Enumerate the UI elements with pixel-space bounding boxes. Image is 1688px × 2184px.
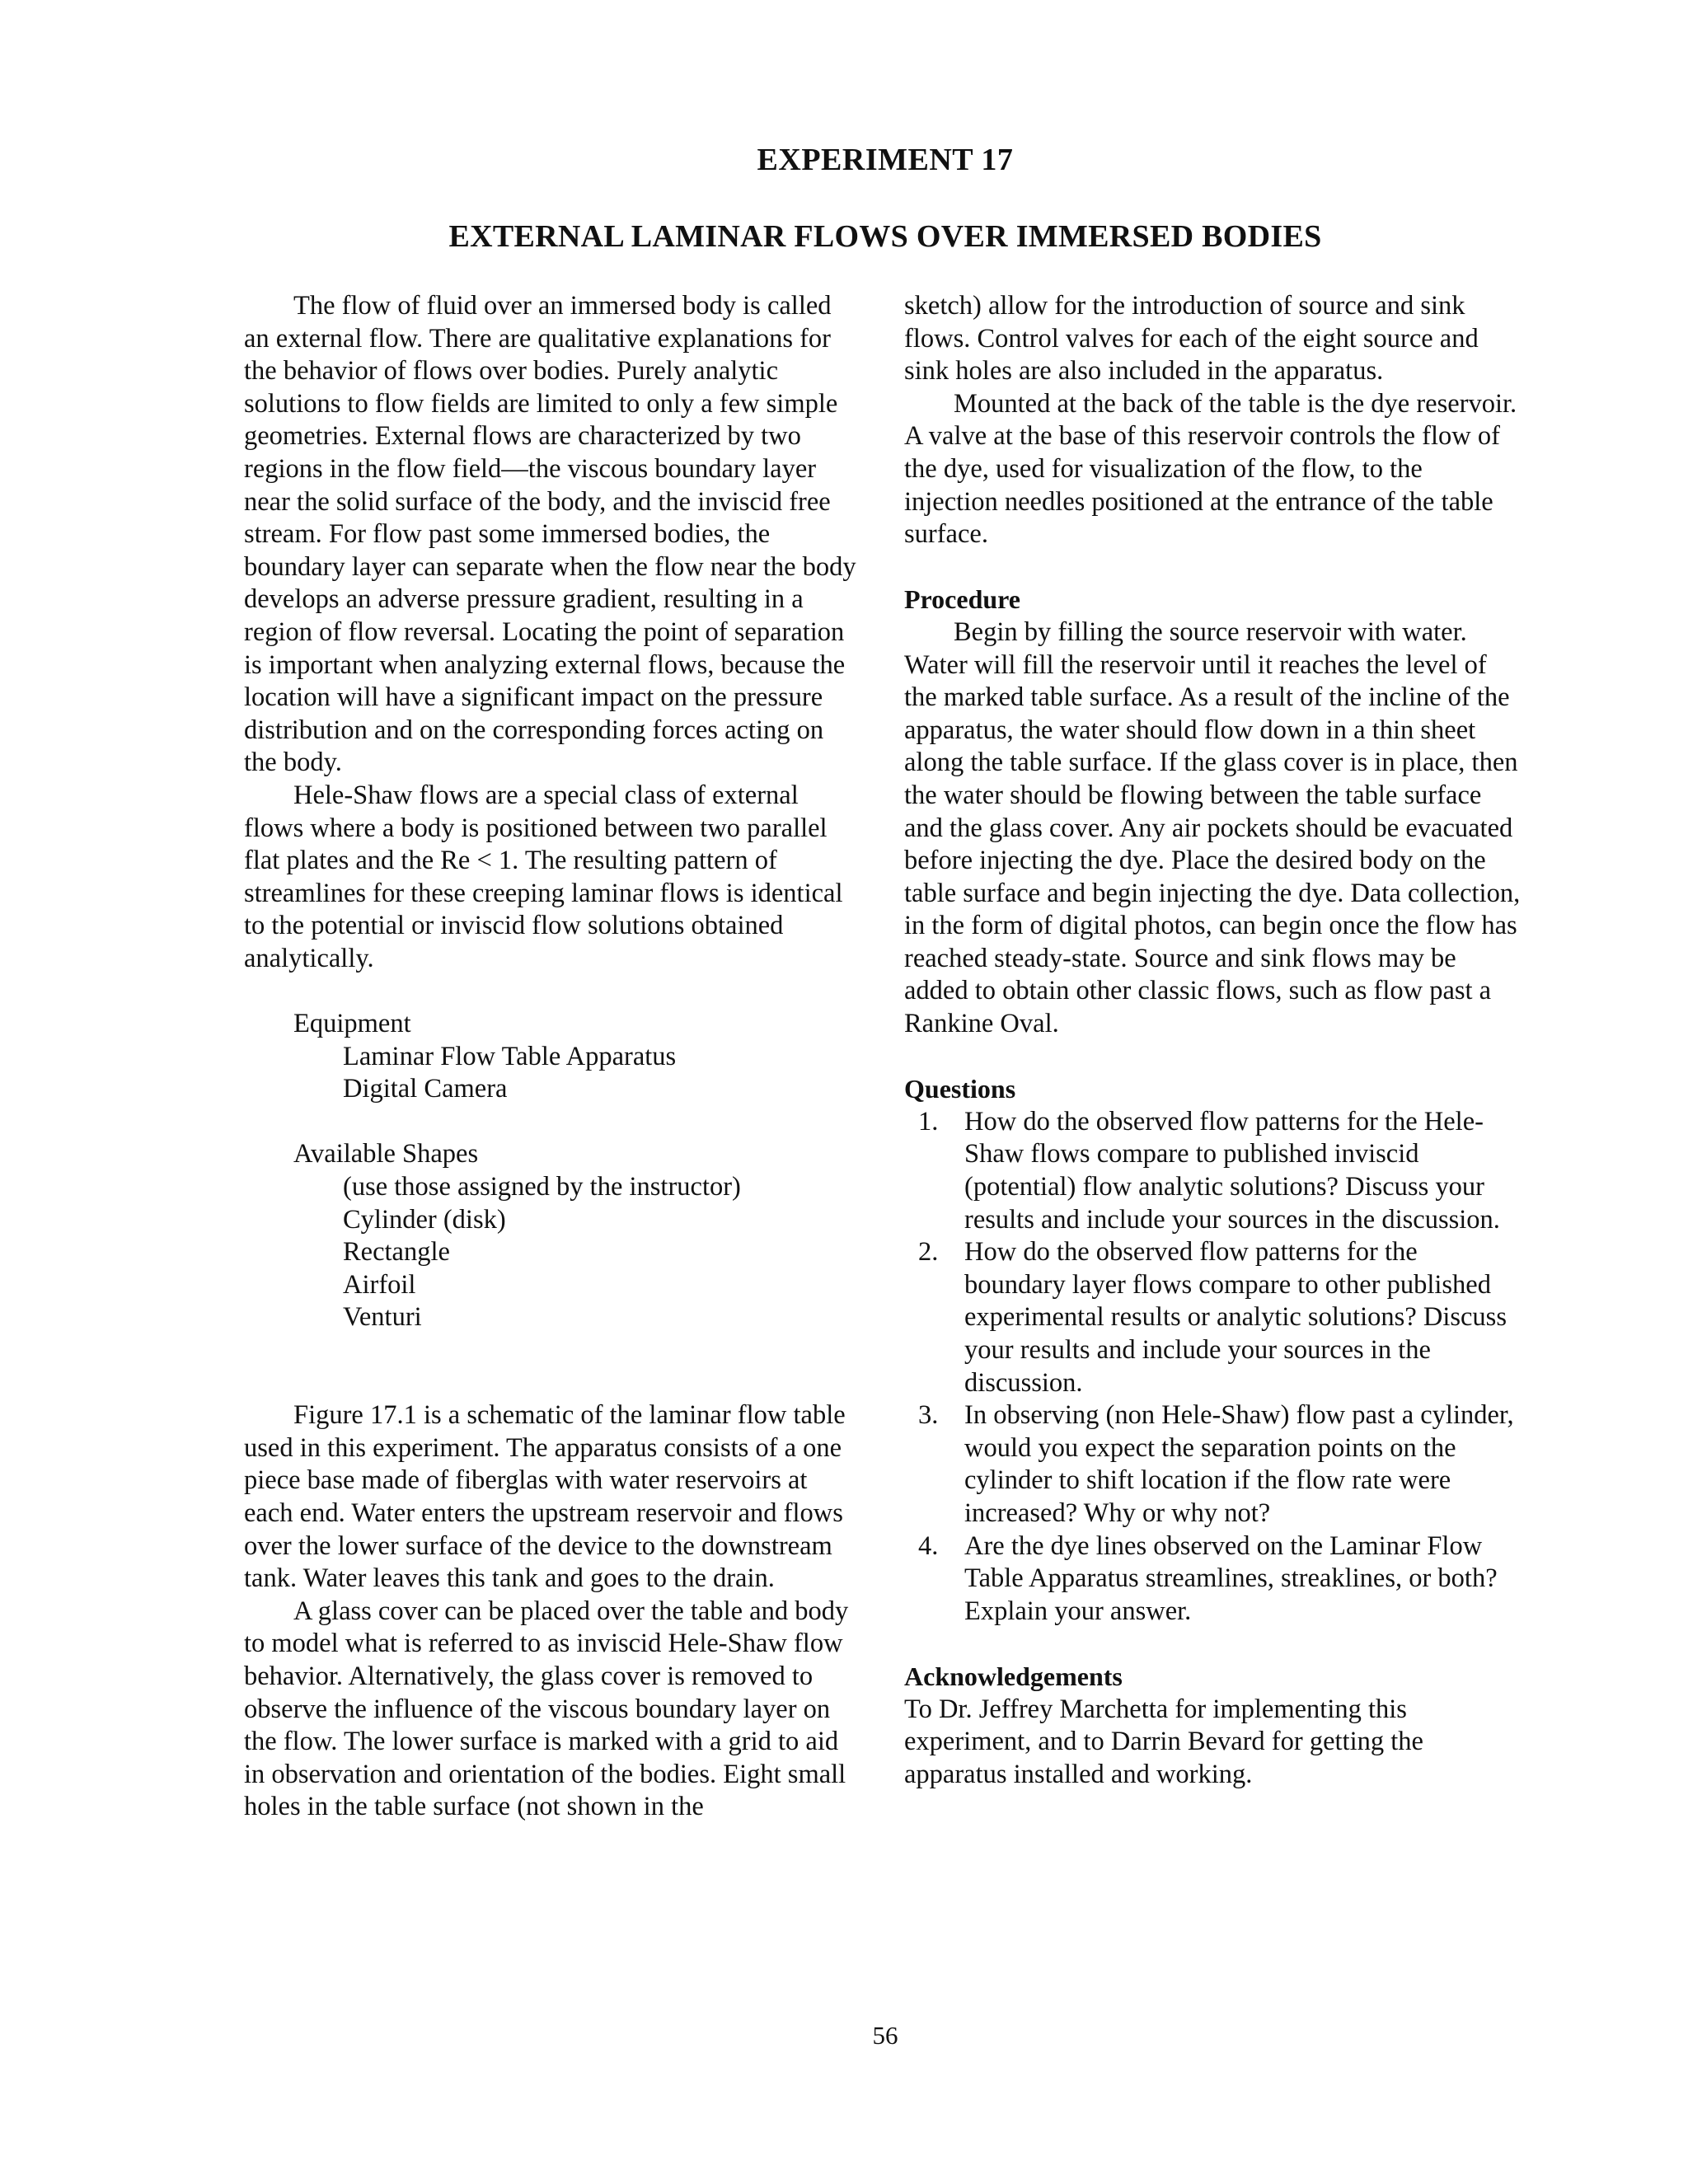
question-item [904, 1106, 1522, 1236]
procedure-text: Begin by filling the source reservoir with water. Water will fill the reservoir until it reaches the level of the marked table surface. As a result of the incline of the apparatus, the water should flow down in a thin sheet along the table surface. If the glass cover is in place, then the water should be flowing between the table surface and the glass cover. Any air pockets should be evacuated before injecting the dye. Place the desired body on the table surface and begin injecting the dye. Data collection, in the form of digital photos, can begin once the flow has reached steady-state. Source and sink flows may be added to obtain other classic flows, such as flow past a Rankine Oval. [904, 616, 1521, 1039]
spacer [244, 1106, 862, 1139]
description-paragraph-2: A glass cover can be placed over the table and body to model what is referred to as inviscid Hele-Shaw flow behavior. Alternatively, the glass cover is removed to observe the influence of the viscous boundary layer on the flow. The lower surface is marked with a grid to aid in observation and orientation of the bodies. Eight small holes in the table surface (not shown in the [244, 1596, 849, 1822]
spacer [244, 1334, 862, 1367]
question-item [904, 1236, 1522, 1399]
shapes-item: (use those assigned by the instructor) [343, 1172, 741, 1202]
page-number: 56 [872, 2021, 898, 2050]
right-column [904, 290, 1522, 1791]
left-column [244, 290, 862, 1824]
equipment-item: Laminar Flow Table Apparatus [343, 1041, 677, 1071]
description-paragraph-3: Mounted at the back of the table is the dye reservoir. A valve at the base of this reservoir controls the flow of the dye, used for visualization of the flow, to the injection needles positioned at the entrance of the table surface. [904, 388, 1517, 550]
spacer [244, 1367, 862, 1400]
question-text: How do the observed flow patterns for the Hele-Shaw flows compare to published inviscid (potential) flow analytic solutions? Discuss your results and include your sources in the discussion. [964, 1106, 1500, 1235]
question-number: 4. [918, 1530, 939, 1561]
question-text: Are the dye lines observed on the Laminar Flow Table Apparatus streamlines, streaklines, or both? Explain your answer. [964, 1530, 1498, 1626]
question-item [904, 1530, 1522, 1629]
description-paragraph-2-continued: sketch) allow for the introduction of source and sink flows. Control valves for each of the eight source and sink holes are also included in the apparatus. [904, 291, 1479, 387]
question-text: In observing (non Hele-Shaw) flow past a cylinder, would you expect the separation points on the cylinder to shift location if the flow rate were increased? Why or why not? [964, 1400, 1514, 1528]
shapes-item: Cylinder (disk) [343, 1204, 506, 1235]
shapes-item: Venturi [343, 1302, 422, 1333]
question-text: How do the observed flow patterns for the boundary layer flows compare to other published experimental results or analytic solutions? Discuss your results and include your sources in the discussion. [964, 1237, 1507, 1398]
shapes-item: Rectangle [343, 1237, 450, 1268]
question-number: 1. [918, 1106, 939, 1137]
spacer [904, 1628, 1522, 1661]
question-number: 2. [918, 1237, 939, 1268]
questions-list [904, 1106, 1522, 1629]
question-item [904, 1399, 1522, 1530]
spacer [244, 975, 862, 1008]
shapes-heading: Available Shapes [293, 1139, 479, 1169]
equipment-item: Digital Camera [343, 1074, 508, 1104]
intro-paragraph-2: Hele-Shaw flows are a special class of external flows where a body is positioned between two parallel flat plates and the Re < 1. The resulting pattern of streamlines for these creeping laminar flows is identical to the potential or inviscid flow solutions obtained analytically. [244, 780, 843, 973]
shapes-item: Airfoil [343, 1269, 416, 1300]
experiment-title: EXTERNAL LAMINAR FLOWS OVER IMMERSED BODIES [448, 219, 1322, 254]
experiment-number: EXPERIMENT 17 [757, 143, 1014, 177]
spacer [904, 1041, 1522, 1074]
intro-paragraph-1: The flow of fluid over an immersed body is called an external flow. There are qualitative explanations for the behavior of flows over bodies. Purely analytic solutions to flow fields are limited to only a few simple geometries. External flows are characterized by two regions in the flow field—the viscous boundary layer near the solid surface of the body, and the inviscid free stream. For flow past some immersed bodies, the boundary layer can separate when the flow near the body develops an adverse pressure gradient, resulting in a region of flow reversal. Locating the point of separation is important when analyzing external flows, because the location will have a significant impact on the pressure distribution and on the corresponding forces acting on the body. [244, 291, 856, 778]
questions-heading: Questions [904, 1074, 1016, 1104]
acknowledgements-text: To Dr. Jeffrey Marchetta for implementing this experiment, and to Darrin Bevard for getting the apparatus installed and working. [904, 1694, 1423, 1789]
acknowledgements-heading: Acknowledgements [904, 1661, 1123, 1691]
procedure-heading: Procedure [904, 584, 1020, 615]
equipment-heading: Equipment [293, 1009, 411, 1039]
question-number: 3. [918, 1400, 939, 1431]
description-paragraph-1: Figure 17.1 is a schematic of the laminar flow table used in this experiment. The apparatus consists of a one piece base made of fiberglas with water reservoirs at each end. Water enters the upstream reservoir and flows over the lower surface of the device to the downstream tank. Water leaves this tank and goes to the drain. [244, 1400, 846, 1594]
spacer [904, 551, 1522, 584]
